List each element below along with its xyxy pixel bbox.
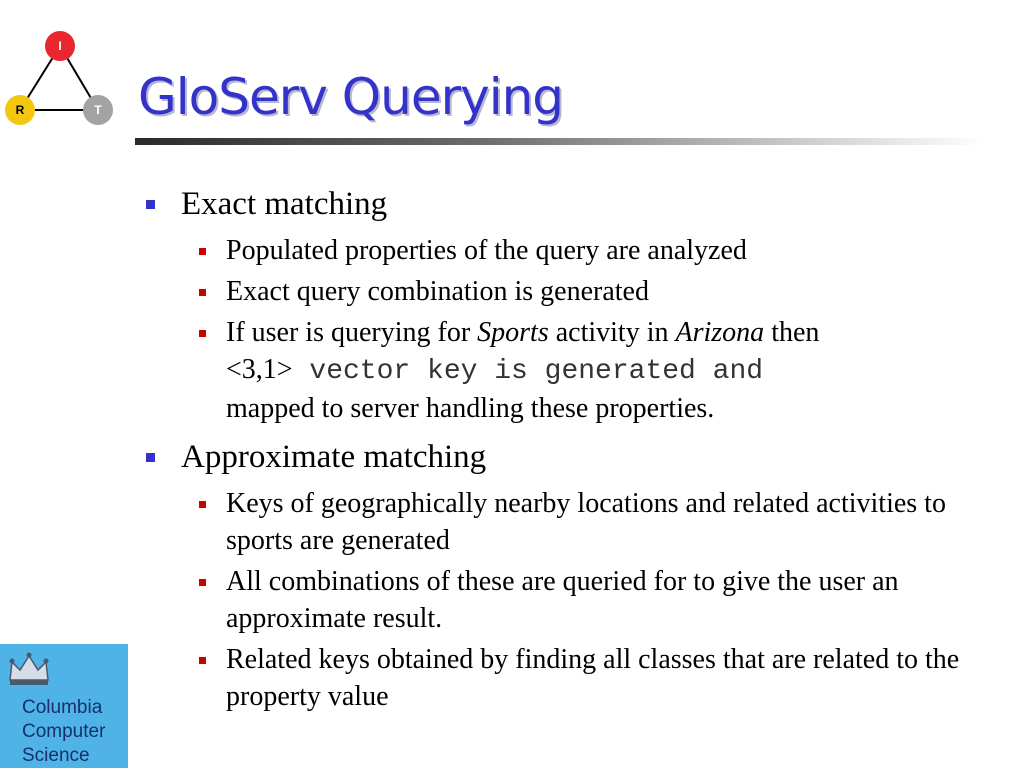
bullet-group-approximate	[143, 439, 973, 715]
bullet-level2: Exact query combination is generated	[143, 273, 973, 310]
irt-logo	[0, 30, 120, 130]
columbia-cs-label: Columbia Computer Science	[22, 697, 106, 766]
bullet-level1: Exact matching	[143, 186, 973, 222]
bullet-level2: Populated properties of the query are analyzed	[143, 232, 973, 269]
square-bullet-icon	[199, 248, 206, 255]
vector-key: <3,1>	[226, 354, 293, 385]
slide-title: GloServ Querying	[138, 68, 564, 126]
title-divider	[135, 138, 985, 145]
logo-label-top: I	[58, 39, 62, 53]
bullet-level1: Approximate matching	[143, 439, 973, 475]
slide-content	[143, 186, 973, 727]
bullet-group-exact	[143, 186, 973, 427]
square-bullet-icon	[199, 330, 206, 337]
bullet-level2: If user is querying for Sports activity in Arizona then <3,1> vector key is generated and mapped to server handling these properties.	[143, 314, 973, 427]
square-bullet-icon	[199, 289, 206, 296]
square-bullet-icon	[199, 657, 206, 664]
columbia-cs-logo	[0, 644, 128, 768]
bullet-level2: All combinations of these are queried for to give the user an approximate result.	[143, 563, 973, 637]
emphasis-arizona: Arizona	[675, 317, 765, 348]
logo-label-left: R	[15, 103, 25, 117]
logo-label-right: T	[94, 103, 102, 117]
emphasis-sports: Sports	[477, 317, 549, 348]
square-bullet-icon	[199, 579, 206, 586]
square-bullet-icon	[146, 200, 155, 209]
square-bullet-icon	[146, 453, 155, 462]
crown-icon	[6, 650, 52, 688]
square-bullet-icon	[199, 501, 206, 508]
bullet-level2: Keys of geographically nearby locations and related activities to sports are generated	[143, 485, 973, 559]
bullet-level2: Related keys obtained by finding all classes that are related to the property value	[143, 641, 973, 715]
code-text: vector key is generated and	[292, 356, 764, 387]
